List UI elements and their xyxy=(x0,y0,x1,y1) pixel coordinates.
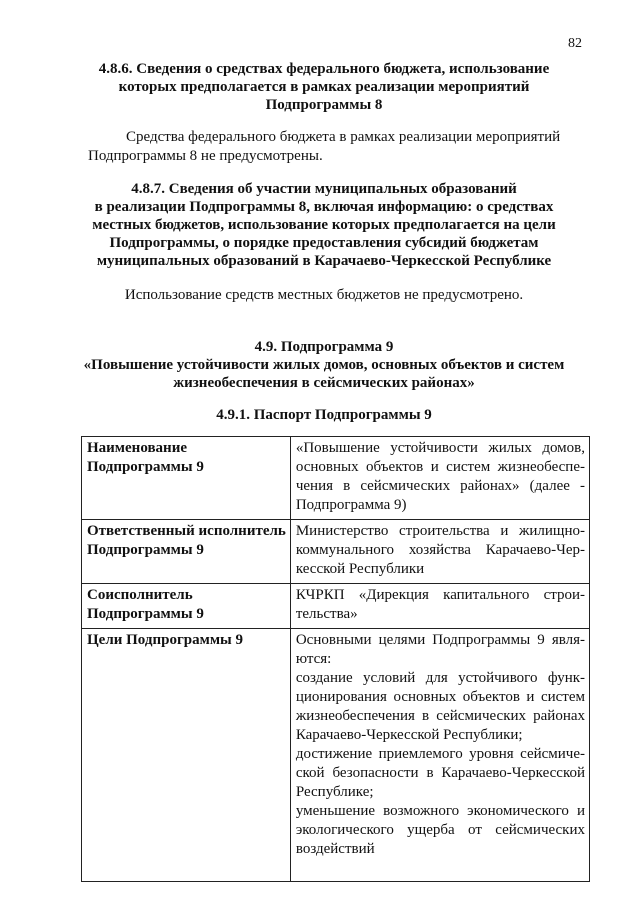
row-label-name: Наименование Подпрограммы 9 xyxy=(82,437,291,520)
row-label-coexecutor: Соисполнитель Подпрограммы 9 xyxy=(82,584,291,629)
row-label-responsible: Ответственный исполнитель Подпрограммы 9 xyxy=(82,520,291,584)
section-4-8-7-title: 4.8.7. Сведения об участии муниципальных образований в реализации Подпрограммы 8, включая информацию: о средствах местных бюджетов, использование которых предполагается на цели Подпрограммы, о порядке предоставления субсидий бюджетам муниципальных образований в Карачаево-Черкесской Республике xyxy=(92,181,556,269)
row-value-responsible: Министерство строительства и жилищно- коммунального хозяйства Карачаево-Чер- кесской Республики xyxy=(290,520,589,584)
table-row xyxy=(82,520,590,584)
passport-table xyxy=(81,436,590,882)
table-row xyxy=(82,629,590,882)
row-value-name: «Повышение устойчивости жилых домов, основных объектов и систем жизнеобеспе- чения в сейсмических районах» (далее - Подпрограмма 9) xyxy=(290,437,589,520)
row-label-goals: Цели Подпрограммы 9 xyxy=(82,629,291,882)
section-4-8-6-text: Средства федерального бюджета в рамках реализации мероприятий Подпрограммы 8 не предусмотрены. xyxy=(88,129,561,164)
table-row xyxy=(82,437,590,520)
row-value-coexecutor: КЧРКП «Дирекция капитального строи- тельства» xyxy=(290,584,589,629)
table-row xyxy=(82,584,590,629)
section-4-8-7-text: Использование средств местных бюджетов не предусмотрено. xyxy=(124,287,524,303)
section-4-9-1-title: 4.9.1. Паспорт Подпрограммы 9 xyxy=(216,407,432,423)
section-4-9-title: 4.9. Подпрограмма 9 «Повышение устойчивости жилых домов, основных объектов и систем жизнеобеспечения в сейсмических районах» xyxy=(83,339,565,391)
row-value-goals: Основными целями Подпрограммы 9 явля- ются: создание условий для устойчивого функ- ционирования основных объектов и систем жизнеобеспечения в сейсмических районах Карачаево-Черкесской Республики; достижение приемлемого уровня сейсмиче- ской безопасности в Карачаево-Черкесской Республике; уменьшение возможного экономического и экологического ущерба от сейсмических воздействий xyxy=(290,629,589,882)
section-4-8-6-title: 4.8.6. Сведения о средствах федерального бюджета, использование которых предполагается в рамках реализации мероприятий Подпрограммы 8 xyxy=(98,61,550,113)
page-number: 82 xyxy=(568,36,582,51)
